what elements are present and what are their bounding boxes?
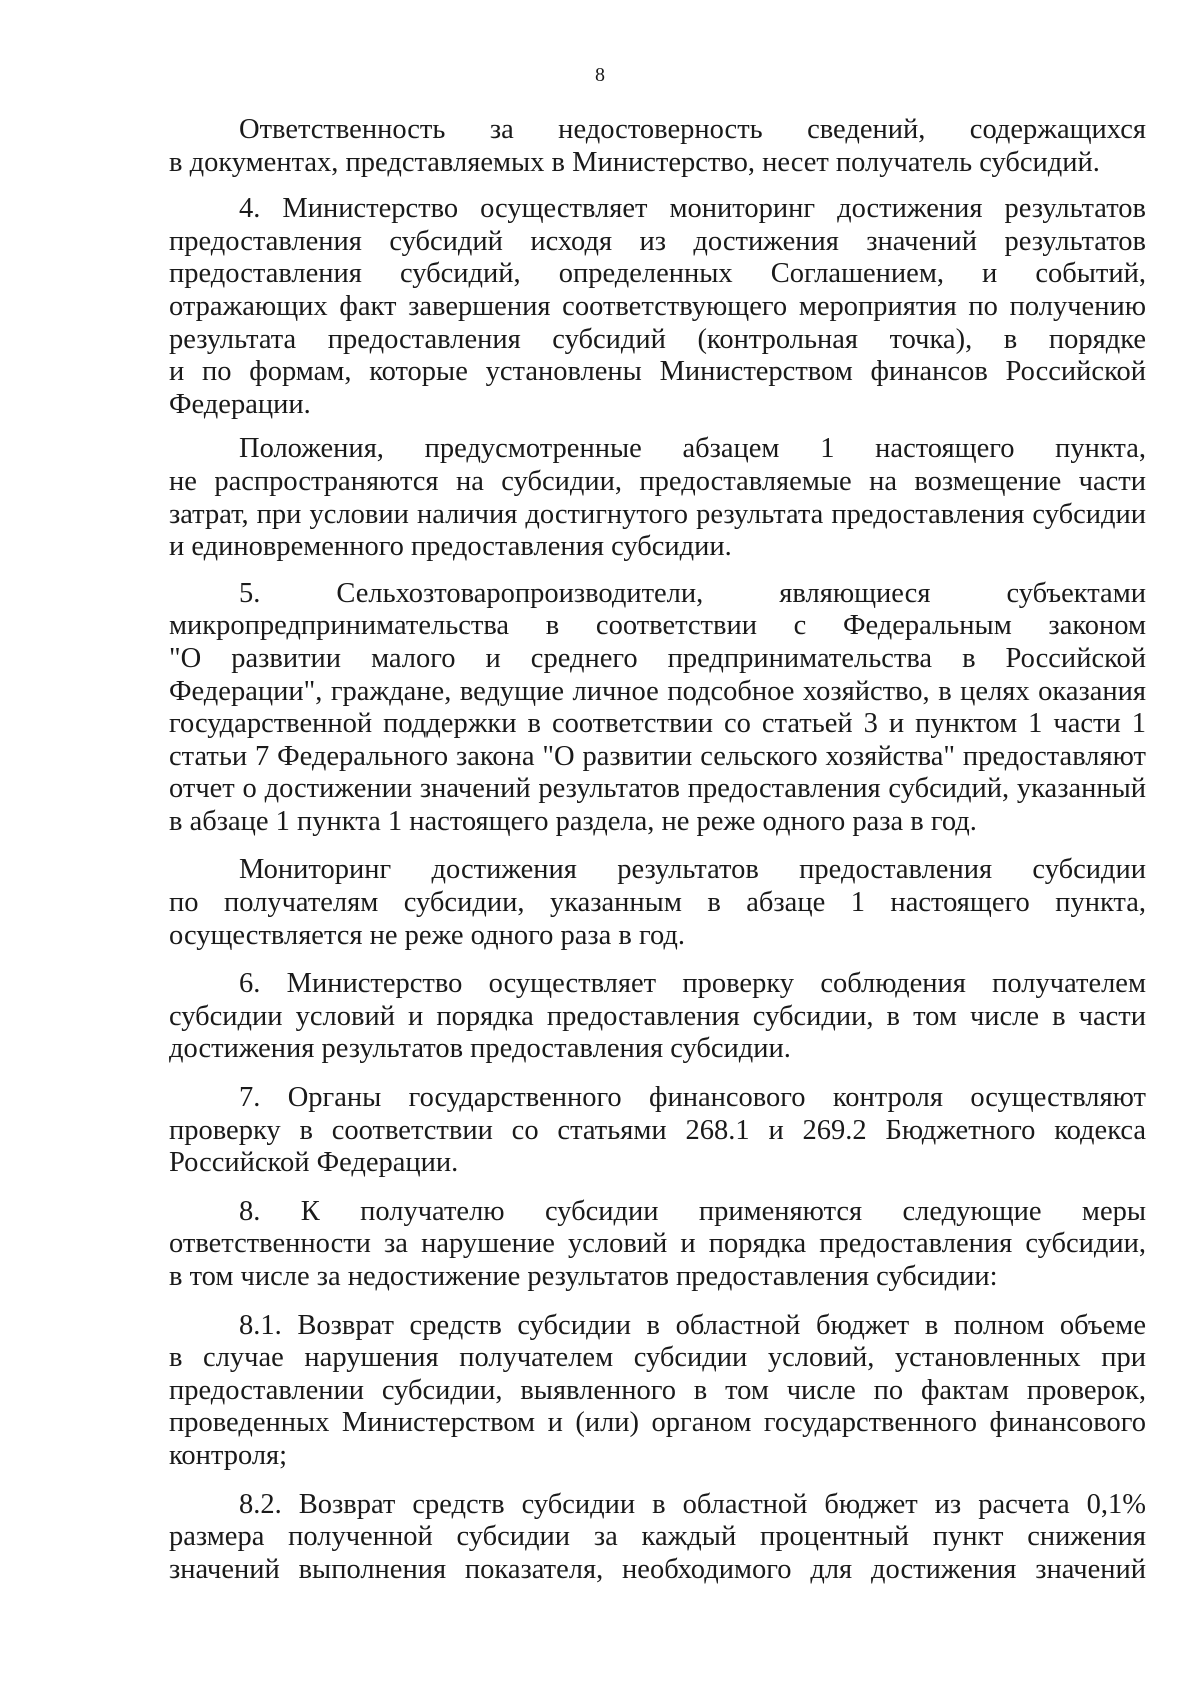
text-line: государственной поддержки в соответствии со статьей 3 и пунктом 1 части 1 <box>169 708 1146 740</box>
paragraph <box>169 578 1146 839</box>
text-line: затрат, при условии наличия достигнутого результата предоставления субсидии <box>169 498 1146 530</box>
text-line: Федерации. <box>169 388 311 420</box>
paragraph <box>169 854 1146 952</box>
text-line: в абзаце 1 пункта 1 настоящего раздела, не реже одного раза в год. <box>169 805 977 837</box>
document-body <box>169 114 1146 1586</box>
text-line: отчет о достижении значений результатов предоставления субсидий, указанный <box>169 773 1146 805</box>
text-line: 6. Министерство осуществляет проверку соблюдения получателем <box>239 968 1146 1000</box>
text-line: в случае нарушения получателем субсидии условий, установленных при <box>169 1342 1146 1374</box>
text-line: не распространяются на субсидии, предоставляемые на возмещение части <box>169 465 1146 497</box>
text-line: ответственности за нарушение условий и порядка предоставления субсидии, <box>169 1228 1146 1260</box>
text-line: 7. Органы государственного финансового контроля осуществляют <box>239 1082 1146 1114</box>
text-line: значений выполнения показателя, необходимого для достижения значений <box>169 1553 1146 1585</box>
text-line: 8. К получателю субсидии применяются следующие меры <box>239 1195 1146 1227</box>
text-line: 8.1. Возврат средств субсидии в областной бюджет в полном объеме <box>239 1309 1146 1341</box>
paragraph <box>169 1082 1146 1180</box>
text-line: и по формам, которые установлены Министерством финансов Российской <box>169 356 1146 388</box>
text-line: Положения, предусмотренные абзацем 1 настоящего пункта, <box>239 433 1146 465</box>
text-line: 5. Сельхозтоваропроизводители, являющиеся субъектами <box>239 577 1146 609</box>
text-line: предоставления субсидий, определенных Соглашением, и событий, <box>169 258 1146 290</box>
text-line: субсидии условий и порядка предоставления субсидии, в том числе в части <box>169 1000 1146 1032</box>
text-line: Мониторинг достижения результатов предоставления субсидии <box>239 854 1146 886</box>
text-line: 8.2. Возврат средств субсидии в областной бюджет из расчета 0,1% <box>239 1488 1146 1520</box>
text-line: в том числе за недостижение результатов предоставления субсидии: <box>169 1261 998 1292</box>
text-line: проверку в соответствии со статьями 268.1 и 269.2 Бюджетного кодекса <box>169 1114 1146 1146</box>
text-line: по получателям субсидии, указанным в абзаце 1 настоящего пункта, <box>169 887 1146 919</box>
text-line: предоставления субсидий исходя из достижения значений результатов <box>169 225 1146 257</box>
text-line: контроля; <box>169 1439 288 1471</box>
paragraph <box>169 1310 1146 1473</box>
text-line: Ответственность за недостоверность сведений, содержащихся <box>239 114 1146 145</box>
text-line: и единовременного предоставления субсидии. <box>169 531 732 563</box>
text-line: предоставлении субсидии, выявленного в том числе по фактам проверок, <box>169 1374 1146 1406</box>
text-line: микропредпринимательства в соответствии с Федеральным законом <box>169 610 1146 642</box>
text-line: в документах, представляемых в Министерство, несет получатель субсидий. <box>169 146 1100 178</box>
text-line: результата предоставления субсидий (контрольная точка), в порядке <box>169 323 1146 355</box>
text-line: Федерации", граждане, ведущие личное подсобное хозяйство, в целях оказания <box>169 675 1146 707</box>
text-line: размера полученной субсидии за каждый процентный пункт снижения <box>169 1521 1146 1553</box>
paragraph <box>169 193 1146 421</box>
text-line: статьи 7 Федерального закона "О развитии сельского хозяйства" предоставляют <box>169 740 1146 772</box>
text-line: отражающих факт завершения соответствующего мероприятия по получению <box>169 290 1146 322</box>
page-number: 8 <box>595 64 605 86</box>
text-line: 4. Министерство осуществляет мониторинг достижения результатов <box>239 193 1146 225</box>
text-line: Российской Федерации. <box>169 1147 459 1179</box>
paragraph <box>169 1489 1146 1587</box>
paragraph <box>169 968 1146 1066</box>
text-line: "О развитии малого и среднего предпринимательства в Российской <box>169 642 1146 674</box>
paragraph <box>169 433 1146 563</box>
text-line: достижения результатов предоставления субсидии. <box>169 1033 791 1065</box>
paragraph <box>169 114 1146 179</box>
paragraph <box>169 1196 1146 1294</box>
text-line: осуществляется не реже одного раза в год. <box>169 919 685 951</box>
text-line: проведенных Министерством и (или) органом государственного финансового <box>169 1407 1146 1439</box>
